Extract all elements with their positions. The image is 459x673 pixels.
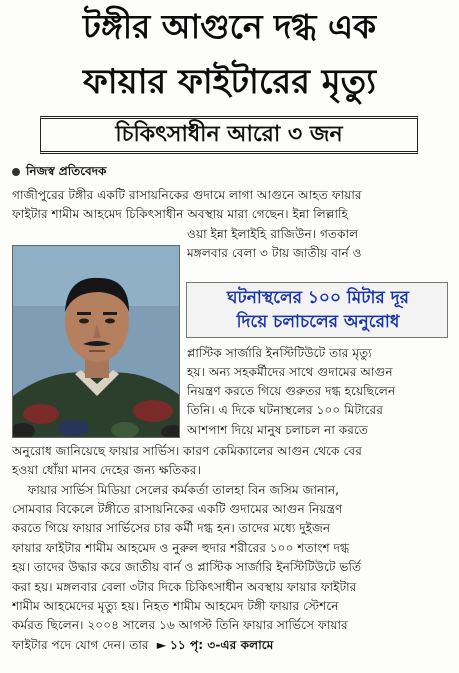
body-line: আশপাশ দিয়ে মানুষ চলাচল না করতে (187, 423, 369, 437)
body-line: হওয়া ধোঁয়া মানব দেহের জন্য ক্ষতিকর। (12, 463, 201, 477)
byline-text: নিজস্ব প্রতিবেদক (26, 164, 107, 178)
body-line: হয়। তাদের উদ্ধার করে জাতীয় বার্ন ও প্লাস্টিক সার্জারি ইনস্টিটিউটে ভর্তি (12, 560, 362, 574)
body-line: ফায়ার সার্ভিস মিডিয়া সেলের কর্মকর্তা তালহা বিন জসিম জানান, (12, 483, 339, 497)
body-line: কর্মরত ছিলেন। ২০০৪ সালের ১৬ আগস্ট তিনি ফায়ার সার্ভিসে ফায়ার (12, 618, 348, 632)
body-last-line (12, 636, 450, 656)
body-line: অনুরোধ জানিয়েছে ফায়ার সার্ভিস। কারণ কেমিক্যালের আগুন থেকে বের (12, 444, 362, 458)
body-line: করা হয়। মঙ্গলবার বেলা ৩টার দিকে চিকিৎসাধীন অবস্থায় ফায়ার ফাইটার (12, 580, 357, 594)
pull-quote-box (186, 282, 448, 338)
body-line: হয়। অন্য সহকর্মীদের সাথে গুদামের আগুন (187, 365, 393, 379)
pull-quote-line-2: দিয়ে চলাচলের অনুরোধ (236, 312, 400, 332)
body-line: করতে গিয়ে ফায়ার সার্ভিসের চার কর্মী দগ্ধ হন। তাদের মধ্যে দুইজন (12, 521, 331, 535)
continued-jump-arrow-icon: ► (152, 638, 167, 652)
body-line: গাজীপুরের টঙ্গীর একটি রাসায়নিকের গুদামে লাগা আগুনে আহত ফায়ার (12, 188, 362, 202)
body-line: শামীম আহমেদের মৃত্যু হয়। নিহত শামীম আহমেদ টঙ্গী ফায়ার স্টেশনে (12, 599, 339, 613)
byline (12, 162, 106, 180)
headline-line-1: টঙ্গীর আগুনে দগ্ধ এক (82, 7, 377, 46)
pull-quote-line-1: ঘটনাস্থলের ১০০ মিটার দূর (227, 288, 409, 308)
bullet-icon (12, 168, 20, 176)
body-last-line-text: ফাইটার পদে যোগ দেন। তার (12, 638, 149, 652)
body-line: প্লাস্টিক সার্জারি ইনস্টিটিউটে তার মৃত্যু (187, 346, 372, 360)
portrait-image (13, 246, 180, 438)
headline-line-2: ফায়ার ফাইটারের মৃত্যু (82, 62, 377, 102)
body-line: ফায়ার ফাইটার শামীম আহমেদ ও নুরুল হুদার শরীরের ১০০ শতাংশ দগ্ধ (12, 541, 350, 555)
body-line: তিনি। এ দিকে ঘটনাস্থলের ১০০ মিটারের (187, 403, 383, 417)
subheadline-box (40, 116, 418, 154)
body-line: ওয়া ইন্না ইলাইহি রাজিউন। গতকাল (187, 227, 359, 241)
continued-on-page: ১১ পৃ: ৩-এর কলামে (169, 638, 274, 652)
body-line: মঙ্গলবার বেলা ৩ টায় জাতীয় বার্ন ও (187, 246, 362, 260)
body-line: সোমবার বিকেলে টঙ্গীতে রাসায়নিকের একটি গুদামের আগুন নিয়ন্ত্রণ (12, 502, 343, 516)
subheadline: চিকিৎসাধীন আরো ৩ জন (115, 122, 343, 147)
firefighter-photo (12, 245, 180, 438)
body-line: ফাইটার শামীম আহমেদ চিকিৎসাধীন অবস্থায় মারা গেছেন। ইন্না লিল্লাহি (12, 207, 348, 221)
body-line: নিয়ন্ত্রণ করতে গিয়ে গুরুতর দগ্ধ হয়েছিলেন (187, 384, 396, 398)
